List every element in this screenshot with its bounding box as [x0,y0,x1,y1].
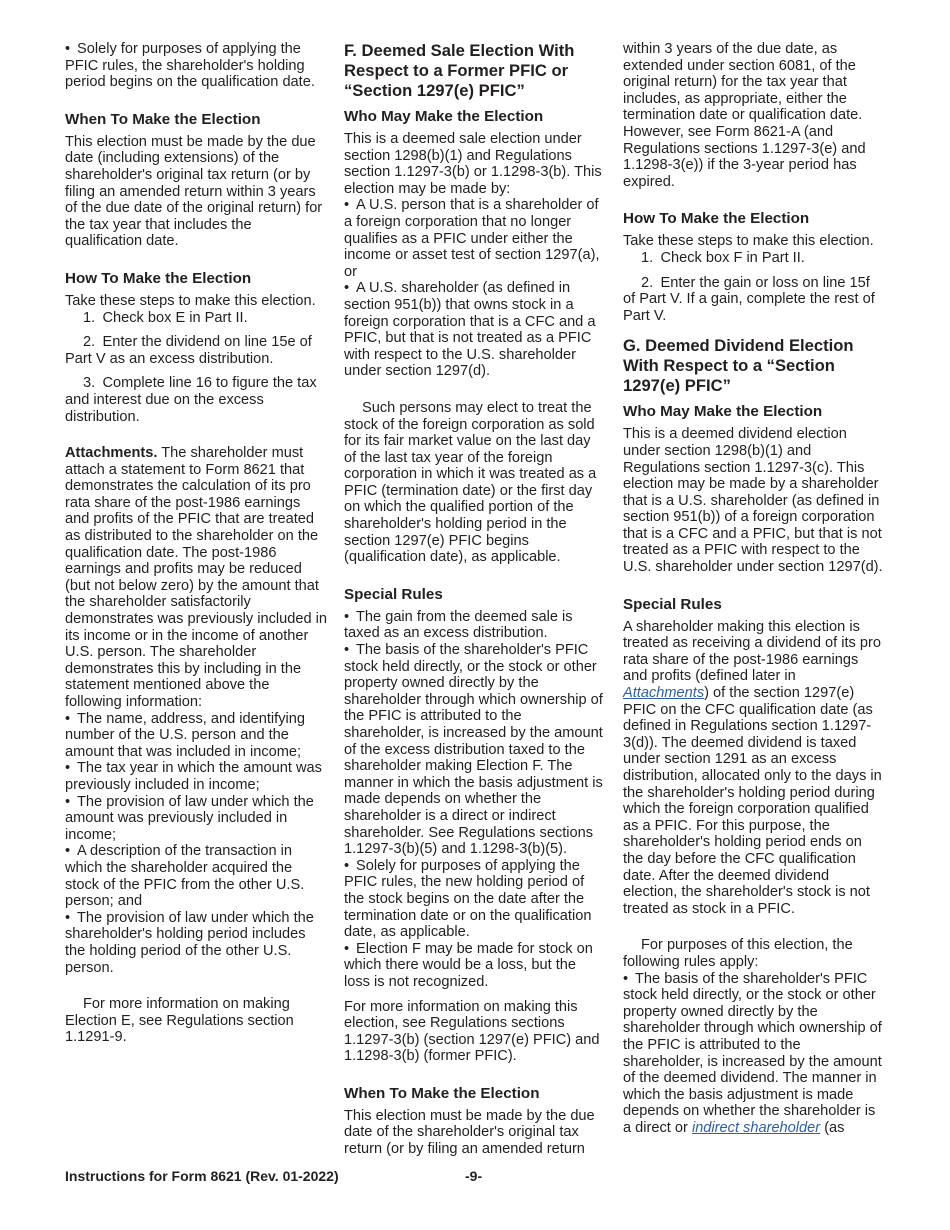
bullet-icon: • [344,642,350,659]
who-text-f: This is a deemed sale election under section 1298(b)(1) and Regulations section 1.1297-3(b) or 1.1298-3(b). This election may be made by: [344,131,602,197]
column-2 [344,41,606,1158]
indirect-shareholder-link[interactable]: indirect shareholder [691,1119,821,1136]
attachments-link[interactable]: Attachments [623,685,705,702]
list-item: • A U.S. person that is a shareholder of a foreign corporation that no longer qualifies as a PFIC under either the income or asset test of section 1297(a), or [344,197,600,280]
list-item: • The gain from the deemed sale is taxed as an excess distribution. [344,608,573,642]
attachments-paragraph: Attachments. The shareholder must attach a statement to Form 8621 that demonstrates the calculation of its pro rata share of the post-1986 earnings and profits of the PFIC that are treated as distributed to the shareholder on the qualification date. The post-1986 earnings and profits may be reduced (but not below zero) by the amount that the shareholder satisfactorily demonstrates was previously included in its income or in the income of another U.S. person. The shareholder demonstrates this by including in the statement mentioned above the following information: [65,445,328,710]
step-2-f: 2. Enter the gain or loss on line 15f of Part V. If a gain, complete the rest of Part V. [623,274,875,324]
bullet-icon: • [65,843,71,860]
more-info-f: For more information on making this election, see Regulations sections 1.1297-3(b) (section 1297(e) PFIC) and 1.1298-3(b) (former PFIC). [344,998,600,1065]
when-text-f-continued: within 3 years of the due date, as extended under section 6081, of the original return) for the tax year that includes, as appropriate, either the termination date or qualification date. However, see Form 8621-A (and Regulations sections 1.1297-3(e) and 1.1298-3(e)) if the 3-year period has expired. [623,41,866,190]
who-text-g: This is a deemed dividend election under section 1298(b)(1) and Regulations section 1.1297-3(c). This election may be made by a shareholder that is a U.S. shareholder (as defined in section 951(b)) of a foreign corporation that is a CFC and a PFIC, but that is not treated as a PFIC with respect to the U.S. shareholder under section 1297(d). [623,426,883,576]
list-item: • A description of the transaction in which the shareholder acquired the stock of the PFIC from the other U.S. person; and [65,843,305,910]
step-3-e: 3. Complete line 16 to figure the tax and interest due on the excess distribution. [65,375,317,425]
page-number: -9- [465,1168,483,1184]
list-item: • The tax year in which the amount was previously included in income; [65,760,322,793]
step-2-e: 2. Enter the dividend on line 15e of Part V as an excess distribution. [65,334,312,367]
such-persons-paragraph: Such persons may elect to treat the stock of the foreign corporation as sold for its fair market value on the last day of the last tax year of the foreign corporation in which it was treated as a PFIC (termination date) or the first day on which the qualified portion of the shareholder's holding period in the section 1297(e) PFIC begins (qualification date), as applicable. [344,399,597,566]
purposes-paragraph: For purposes of this election, the following rules apply: [623,937,853,970]
heading-special-rules-g: Special Rules [623,595,722,613]
heading-how-to-make-f: How To Make the Election [623,210,810,228]
list-item: • Election F may be made for stock on which there would be a loss, but the loss is not recognized. [344,940,593,990]
heading-special-rules-f: Special Rules [344,585,443,603]
heading-who-may-make-g: Who May Make the Election [623,403,823,421]
bullet-holding-period: • Solely for purposes of applying the PFIC rules, the shareholder's holding period begins on the qualification date. [65,41,315,91]
step-1-f: 1. Check box F in Part II. [641,249,805,266]
when-text-f: This election must be made by the due date of the shareholder's original tax return (or by filing an amended return [344,1107,595,1158]
bullet-icon: • [65,909,71,926]
footer-form-title: Instructions for Form 8621 (Rev. 01-2022) [65,1168,339,1184]
list-item: • The provision of law under which the amount was previously included in income; [65,793,314,843]
bullet-icon: • [344,280,350,297]
how-intro-f: Take these steps to make this election. [623,233,874,250]
bullet-icon: • [65,41,71,57]
list-item: • The provision of law under which the shareholder's holding period includes the holding period of the other U.S. person. [65,909,314,976]
when-text-e: This election must be made by the due date (including extensions) of the shareholder's original tax return (or by filing an amended return within 3 years of the due date of the original return) for the tax year that includes the qualification date. [65,133,323,250]
heading-who-may-make-f: Who May Make the Election [344,108,544,125]
heading-election-g: G. Deemed Dividend Election With Respect to a “Section 1297(e) PFIC” [623,336,854,396]
bullet-icon: • [623,970,629,987]
heading-when-to-make-f: When To Make the Election [344,1084,540,1102]
bullet-icon: • [344,608,350,625]
list-item: • The name, address, and identifying number of the U.S. person and the amount that was included in income; [65,710,305,760]
bullet-icon: • [344,197,350,214]
list-item: • The basis of the shareholder's PFIC stock held directly, or the stock or other property owned directly by the shareholder through which ownership of the PFIC is attributed to the shareholder, is increased by the amount of the deemed dividend. The manner in which the basis adjustment is made depends on whether the shareholder is a direct or indirect shareholder (as [623,970,882,1136]
special-rules-g-text: A shareholder making this election is treated as receiving a dividend of its pro rata share of the post-1986 earnings and profits (defined later in Attachments) of the section 1297(e) PFIC on the CFC qualification date (as defined in Regulations section 1.1297-3(d)). The deemed dividend is taxed under section 1291 as an excess distribution, allocated only to the days in the shareholder's holding period during which the foreign corporation qualified as a PFIC. For this purpose, the shareholder's holding period ends on the day before the CFC qualification date. After the deemed dividend election, the shareholder's stock is not treated as stock in a PFIC. [623,618,882,917]
bullet-icon: • [65,793,71,810]
list-item: • A U.S. shareholder (as defined in section 951(b)) that owns stock in a foreign corporation that is a CFC and a PFIC, but that is not treated as a PFIC with respect to the U.S. shareholder under section 1297(d). [344,280,596,380]
bullet-icon: • [65,710,71,727]
column-1 [65,41,327,1046]
step-1-e: 1. Check box E in Part II. [83,309,248,326]
bullet-icon: • [344,940,350,957]
how-intro-e: Take these steps to make this election. [65,292,316,309]
bullet-icon: • [344,857,350,874]
more-info-e: For more information on making Election E, see Regulations section 1.1291-9. [65,996,294,1046]
heading-when-to-make-e: When To Make the Election [65,110,261,128]
heading-election-f: F. Deemed Sale Election With Respect to a Former PFIC or “Section 1297(e) PFIC” [344,41,575,100]
list-item: • The basis of the shareholder's PFIC stock held directly, or the stock or other property owned directly by the shareholder through which ownership of the PFIC is attributed to the shareholder, is increased by the amount of the excess distribution taxed to the shareholder making Election F. The manner in which the basis adjustment is made depends on whether the shareholder is a direct or indirect shareholder. See Regulations sections 1.1297-3(b)(5) and 1.1298-3(b)(5). [344,642,603,858]
column-3 [623,41,885,1136]
bullet-icon: • [65,760,71,777]
list-item: • Solely for purposes of applying the PFIC rules, the new holding period of the stock begins on the date after the termination date or on the qualification date, as applicable. [344,857,592,941]
attachments-label: Attachments. [65,445,158,462]
heading-how-to-make-e: How To Make the Election [65,269,252,287]
